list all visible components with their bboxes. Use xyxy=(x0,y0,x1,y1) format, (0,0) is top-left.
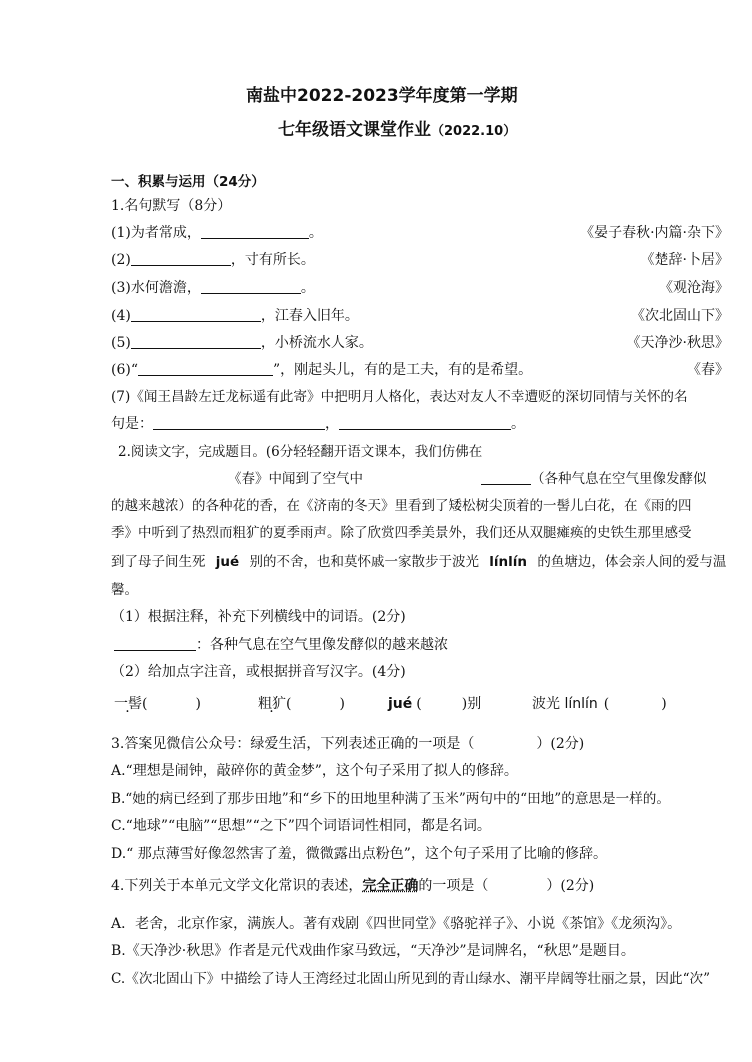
q1-item-3-post: 。 xyxy=(300,280,315,296)
q2-passage-line3: 季》中听到了热烈而粗犷的夏季雨声。除了欣赏四季美景外，我们还从双腿瘫痪的史铁生那里感受 xyxy=(111,525,692,541)
q1-item-4-pre: (4) xyxy=(111,308,131,324)
q2-sub2-item-2-close: ) xyxy=(339,696,345,712)
q1-item-2 xyxy=(111,250,315,270)
q2-passage-line1 xyxy=(228,469,707,489)
q2-sub2-item-3-close: )别 xyxy=(461,696,482,712)
section-heading: 一、积累与运用（24分） xyxy=(111,174,265,190)
q4-stem-emphasis: 完全正确 xyxy=(362,878,419,894)
q2-passage-line1-a: 《春》中闻到了空气中 xyxy=(228,471,363,487)
q1-item-4-source: 《次北固山下》 xyxy=(631,308,729,324)
q1-item-6 xyxy=(111,360,532,380)
q4-stem-b: 的一项是（ xyxy=(418,878,489,894)
q1-item-2-pre: (2) xyxy=(111,252,131,268)
q2-sub2-item-4 xyxy=(532,694,667,714)
q2-sub2-item-1 xyxy=(114,694,201,714)
q2-passage-line4-a: 到了母子间生死 xyxy=(111,554,206,570)
q1-item-6-pre: (6)“ xyxy=(111,362,138,378)
q3-stem-b: ）(2分) xyxy=(536,736,585,752)
page-title: 南盐中2022-2023学年度第一学期 xyxy=(246,86,518,106)
q2-passage-line2: 的越来越浓）的各种花的香，在《济南的冬天》里看到了矮松树尖顶着的一髻儿白花，在《雨的四 xyxy=(111,498,692,514)
q1-item-2-source: 《楚辞·卜居》 xyxy=(640,252,729,268)
q2-sub2-item-4-label: 波光 línlín xyxy=(532,696,598,712)
q1-item-7-blank-1[interactable] xyxy=(153,415,325,430)
q3-stem-a: 3.答案见微信公众号：绿爱生活，下列表述正确的一项是（ xyxy=(111,736,475,752)
q1-item-2-post: ，寸有所长。 xyxy=(230,252,315,268)
q4-option-b: B.《天净沙·秋思》作者是元代戏曲作家马致远，“天净沙”是词牌名，“秋思”是题目。 xyxy=(111,943,635,959)
q2-sub2-item-1-close: ) xyxy=(195,696,201,712)
q2-sub2-item-1-label: 一髻 xyxy=(114,696,142,712)
q1-item-3-pre: (3)水何澹澹， xyxy=(111,280,201,296)
page-subtitle-row xyxy=(278,120,516,142)
q2-sub2-item-4-close: ) xyxy=(661,696,667,712)
q2-sub1-text: ：各种气息在空气里像发酵似的越来越浓 xyxy=(196,637,448,653)
q3-option-b: B.“她的病已经到了那步田地”和“乡下的田地里种满了玉米”两句中的“田地”的意思是一样的。 xyxy=(111,791,670,807)
q2-sub2-item-2-open: ( xyxy=(286,696,292,712)
q2-sub2-item-3-label: jué xyxy=(388,696,413,712)
q1-item-7-pre: 句是： xyxy=(111,416,153,432)
q1-item-7-blank-2[interactable] xyxy=(339,415,511,430)
q1-item-6-post: ”，刚起头儿，有的是工夫，有的是希望。 xyxy=(273,362,533,378)
q2-sub2-item-2-label: 粗犷 xyxy=(258,696,286,712)
q1-item-2-blank[interactable] xyxy=(131,251,231,266)
q2-sub1-row xyxy=(114,635,448,655)
q2-stem: 2.阅读文字，完成题目。(6分轻轻翻开语文课本，我们仿佛在 xyxy=(118,444,483,460)
q1-item-6-blank[interactable] xyxy=(138,361,273,376)
q2-sub2-item-1-open: ( xyxy=(142,696,148,712)
q2-sub1-blank[interactable] xyxy=(114,636,196,651)
q1-item-5-pre: (5) xyxy=(111,335,131,351)
q1-item-3 xyxy=(111,278,315,298)
q2-passage-line5: 馨。 xyxy=(111,582,138,598)
q1-item-1 xyxy=(111,223,323,243)
q1-item-5-post: ，小桥流水人家。 xyxy=(260,335,373,351)
q4-stem-a: 4.下列关于本单元文学文化常识的表述， xyxy=(111,878,363,894)
q4-stem xyxy=(111,876,594,896)
q1-item-1-pre: (1)为者常成， xyxy=(111,225,201,241)
q2-passage-line4 xyxy=(111,552,726,572)
q2-passage-blank[interactable] xyxy=(481,470,531,485)
q1-item-1-source: 《晏子春秋·内篇·杂下》 xyxy=(580,225,729,241)
q1-item-7-line2 xyxy=(111,414,525,434)
q4-stem-c: ）(2分) xyxy=(546,878,595,894)
q1-item-7-post: 。 xyxy=(511,416,525,432)
page-subtitle: 七年级语文课堂作业 xyxy=(278,120,431,140)
q1-item-4-blank[interactable] xyxy=(131,307,261,322)
q1-item-1-post: 。 xyxy=(308,225,323,241)
q1-item-3-source: 《观沧海》 xyxy=(659,280,729,296)
q3-option-d: D.“ 那点薄雪好像忽然害了羞，微微露出点粉色”，这个句子采用了比喻的修辞。 xyxy=(111,846,607,862)
q1-item-4 xyxy=(111,306,359,326)
q1-item-4-post: ，江春入旧年。 xyxy=(260,308,359,324)
q1-item-6-source: 《春》 xyxy=(687,362,729,378)
q1-item-5 xyxy=(111,333,373,353)
q1-item-3-blank[interactable] xyxy=(201,279,301,294)
q2-pinyin-linlin: línlín xyxy=(489,554,528,570)
q1-stem: 1.名句默写（8分） xyxy=(111,198,232,214)
q3-option-a: A.“理想是闹钟，敲碎你的黄金梦”，这个句子采用了拟人的修辞。 xyxy=(111,763,518,779)
q4-option-a: A．老舍，北京作家，满族人。著有戏剧《四世同堂》《骆驼祥子》、小说《茶馆》《龙须沟》。 xyxy=(111,916,682,932)
q2-passage-line1-b: （各种气息在空气里像发酵似 xyxy=(531,471,707,487)
q1-item-5-blank[interactable] xyxy=(131,334,261,349)
q1-item-7-mid: ， xyxy=(325,416,339,432)
q2-sub2-item-2 xyxy=(258,694,345,714)
q2-passage-line4-b: 别的不舍，也和莫怀戚一家散步于波光 xyxy=(249,554,479,570)
page-date: （2022.10） xyxy=(431,124,517,139)
q4-option-c: C.《次北固山下》中描绘了诗人王湾经过北固山所见到的青山绿水、潮平岸阔等壮丽之景，因此“次” xyxy=(111,971,711,987)
q3-option-c: C.“地球”“电脑”“思想”“之下”四个词语词性相同，都是名词。 xyxy=(111,818,491,834)
q1-item-7-line1: (7)《闻王昌龄左迁龙标遥有此寄》中把明月人格化，表达对友人不幸遭贬的深切同情与关怀的名 xyxy=(111,389,688,405)
q2-sub2-item-3-open: ( xyxy=(416,696,422,712)
q2-passage-line4-c: 的鱼塘边，体会亲人间的爱与温 xyxy=(537,554,727,570)
q2-sub2-item-3 xyxy=(388,694,481,714)
q1-item-1-blank[interactable] xyxy=(201,224,309,239)
q3-stem xyxy=(111,734,584,754)
q2-sub2-item-4-open: ( xyxy=(603,696,610,712)
q2-sub1-stem: （1）根据注释，补充下列横线中的词语。(2分) xyxy=(111,609,406,625)
q2-sub2-stem: （2）给加点字注音，或根据拼音写汉字。(4分) xyxy=(111,664,406,680)
q1-item-5-source: 《天净沙·秋思》 xyxy=(626,335,729,351)
q2-pinyin-jue: jué xyxy=(215,554,240,570)
